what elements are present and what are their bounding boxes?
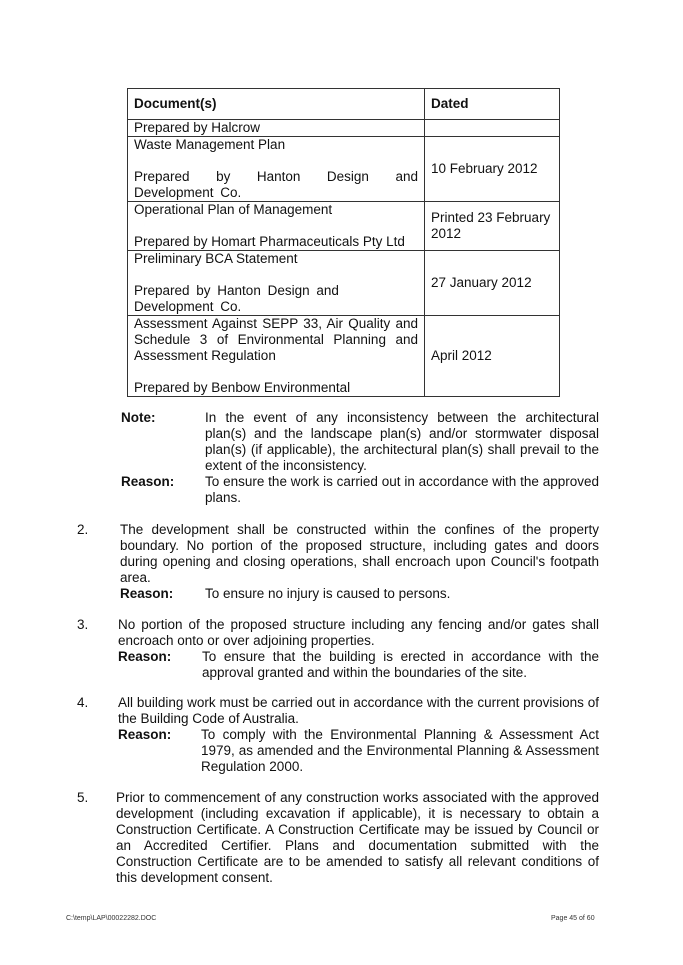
doc-date: Printed 23 February 2012 (425, 202, 560, 251)
condition-text: Prior to commencement of any construction works associated with the approved development (including excavation if applicable), it is necessary to obtain a Construction Certificate. A Construction Certificate may be issued by Council or an Accredited Certifier. Plans and documentation submitted with the Construction Certificate are to be amended to satisfy all relevant conditions of this development consent. (116, 790, 599, 885)
table-header-row (128, 89, 560, 120)
footer-file-path: C:\temp\LAP\00022282.DOC (66, 915, 157, 922)
condition-reason-label: Reason: (118, 727, 172, 742)
table-row (128, 202, 560, 251)
doc-prepared-by: Prepared by Benbow Environmental (134, 380, 351, 395)
doc-prepared-by: Prepared by Hanton Design and Development Co. (134, 283, 339, 314)
condition-reason-text: To ensure no injury is caused to persons. (205, 586, 451, 601)
documents-table (127, 88, 560, 397)
doc-date: April 2012 (425, 316, 560, 397)
condition-reason-label: Reason: (118, 649, 172, 664)
doc-date: 27 January 2012 (425, 251, 560, 316)
table-row (128, 316, 560, 397)
doc-date: 10 February 2012 (425, 137, 560, 202)
condition-number: 3. (77, 617, 89, 632)
condition-text: No portion of the proposed structure including any fencing and/or gates shall encroach onto or over adjoining properties. (118, 617, 599, 648)
note-reason-text: To ensure the work is carried out in accordance with the approved plans. (205, 474, 599, 505)
condition-text: The development shall be constructed within the confines of the property boundary. No portion of the proposed structure, including gates and doors during opening and closing operations, shall encroach upon Council's footpath area. (120, 522, 599, 585)
footer-page-number: Page 45 of 60 (551, 915, 595, 922)
header-dated: Dated (425, 89, 560, 120)
doc-title: Operational Plan of Management (134, 202, 333, 217)
condition-reason-label: Reason: (120, 586, 174, 601)
doc-prepared-by: Prepared by Hanton Design and Development Co. (134, 169, 418, 200)
table-row (128, 120, 560, 137)
row-date-empty (425, 120, 560, 137)
condition-number: 4. (77, 695, 89, 710)
doc-title: Waste Management Plan (134, 137, 286, 152)
condition-text: All building work must be carried out in accordance with the current provisions of the Building Code of Australia. (118, 695, 599, 726)
note-text: In the event of any inconsistency between the architectural plan(s) and the landscape plan(s) and/or stormwater disposal plan(s) (if applicable), the architectural plan(s) shall prevail to the extent of the inconsistency. (205, 410, 599, 473)
condition-number: 5. (77, 790, 89, 805)
condition-reason-text: To ensure that the building is erected in accordance with the approval granted and within the boundaries of the site. (202, 649, 599, 680)
condition-reason-text: To comply with the Environmental Planning & Assessment Act 1979, as amended and the Environmental Planning & Assessment Regulation 2000. (201, 727, 599, 774)
row-prepared-halcrow: Prepared by Halcrow (128, 120, 425, 137)
note-label: Note: (121, 410, 156, 425)
doc-title: Assessment Against SEPP 33, Air Quality and Schedule 3 of Environmental Planning and Assessment Regulation (134, 316, 418, 363)
condition-number: 2. (77, 522, 89, 537)
note-reason-label: Reason: (121, 474, 175, 489)
doc-title: Preliminary BCA Statement (134, 251, 298, 266)
header-documents: Document(s) (128, 89, 425, 120)
table-row (128, 137, 560, 202)
doc-prepared-by: Prepared by Homart Pharmaceuticals Pty Ltd (134, 234, 405, 249)
table-row (128, 251, 560, 316)
